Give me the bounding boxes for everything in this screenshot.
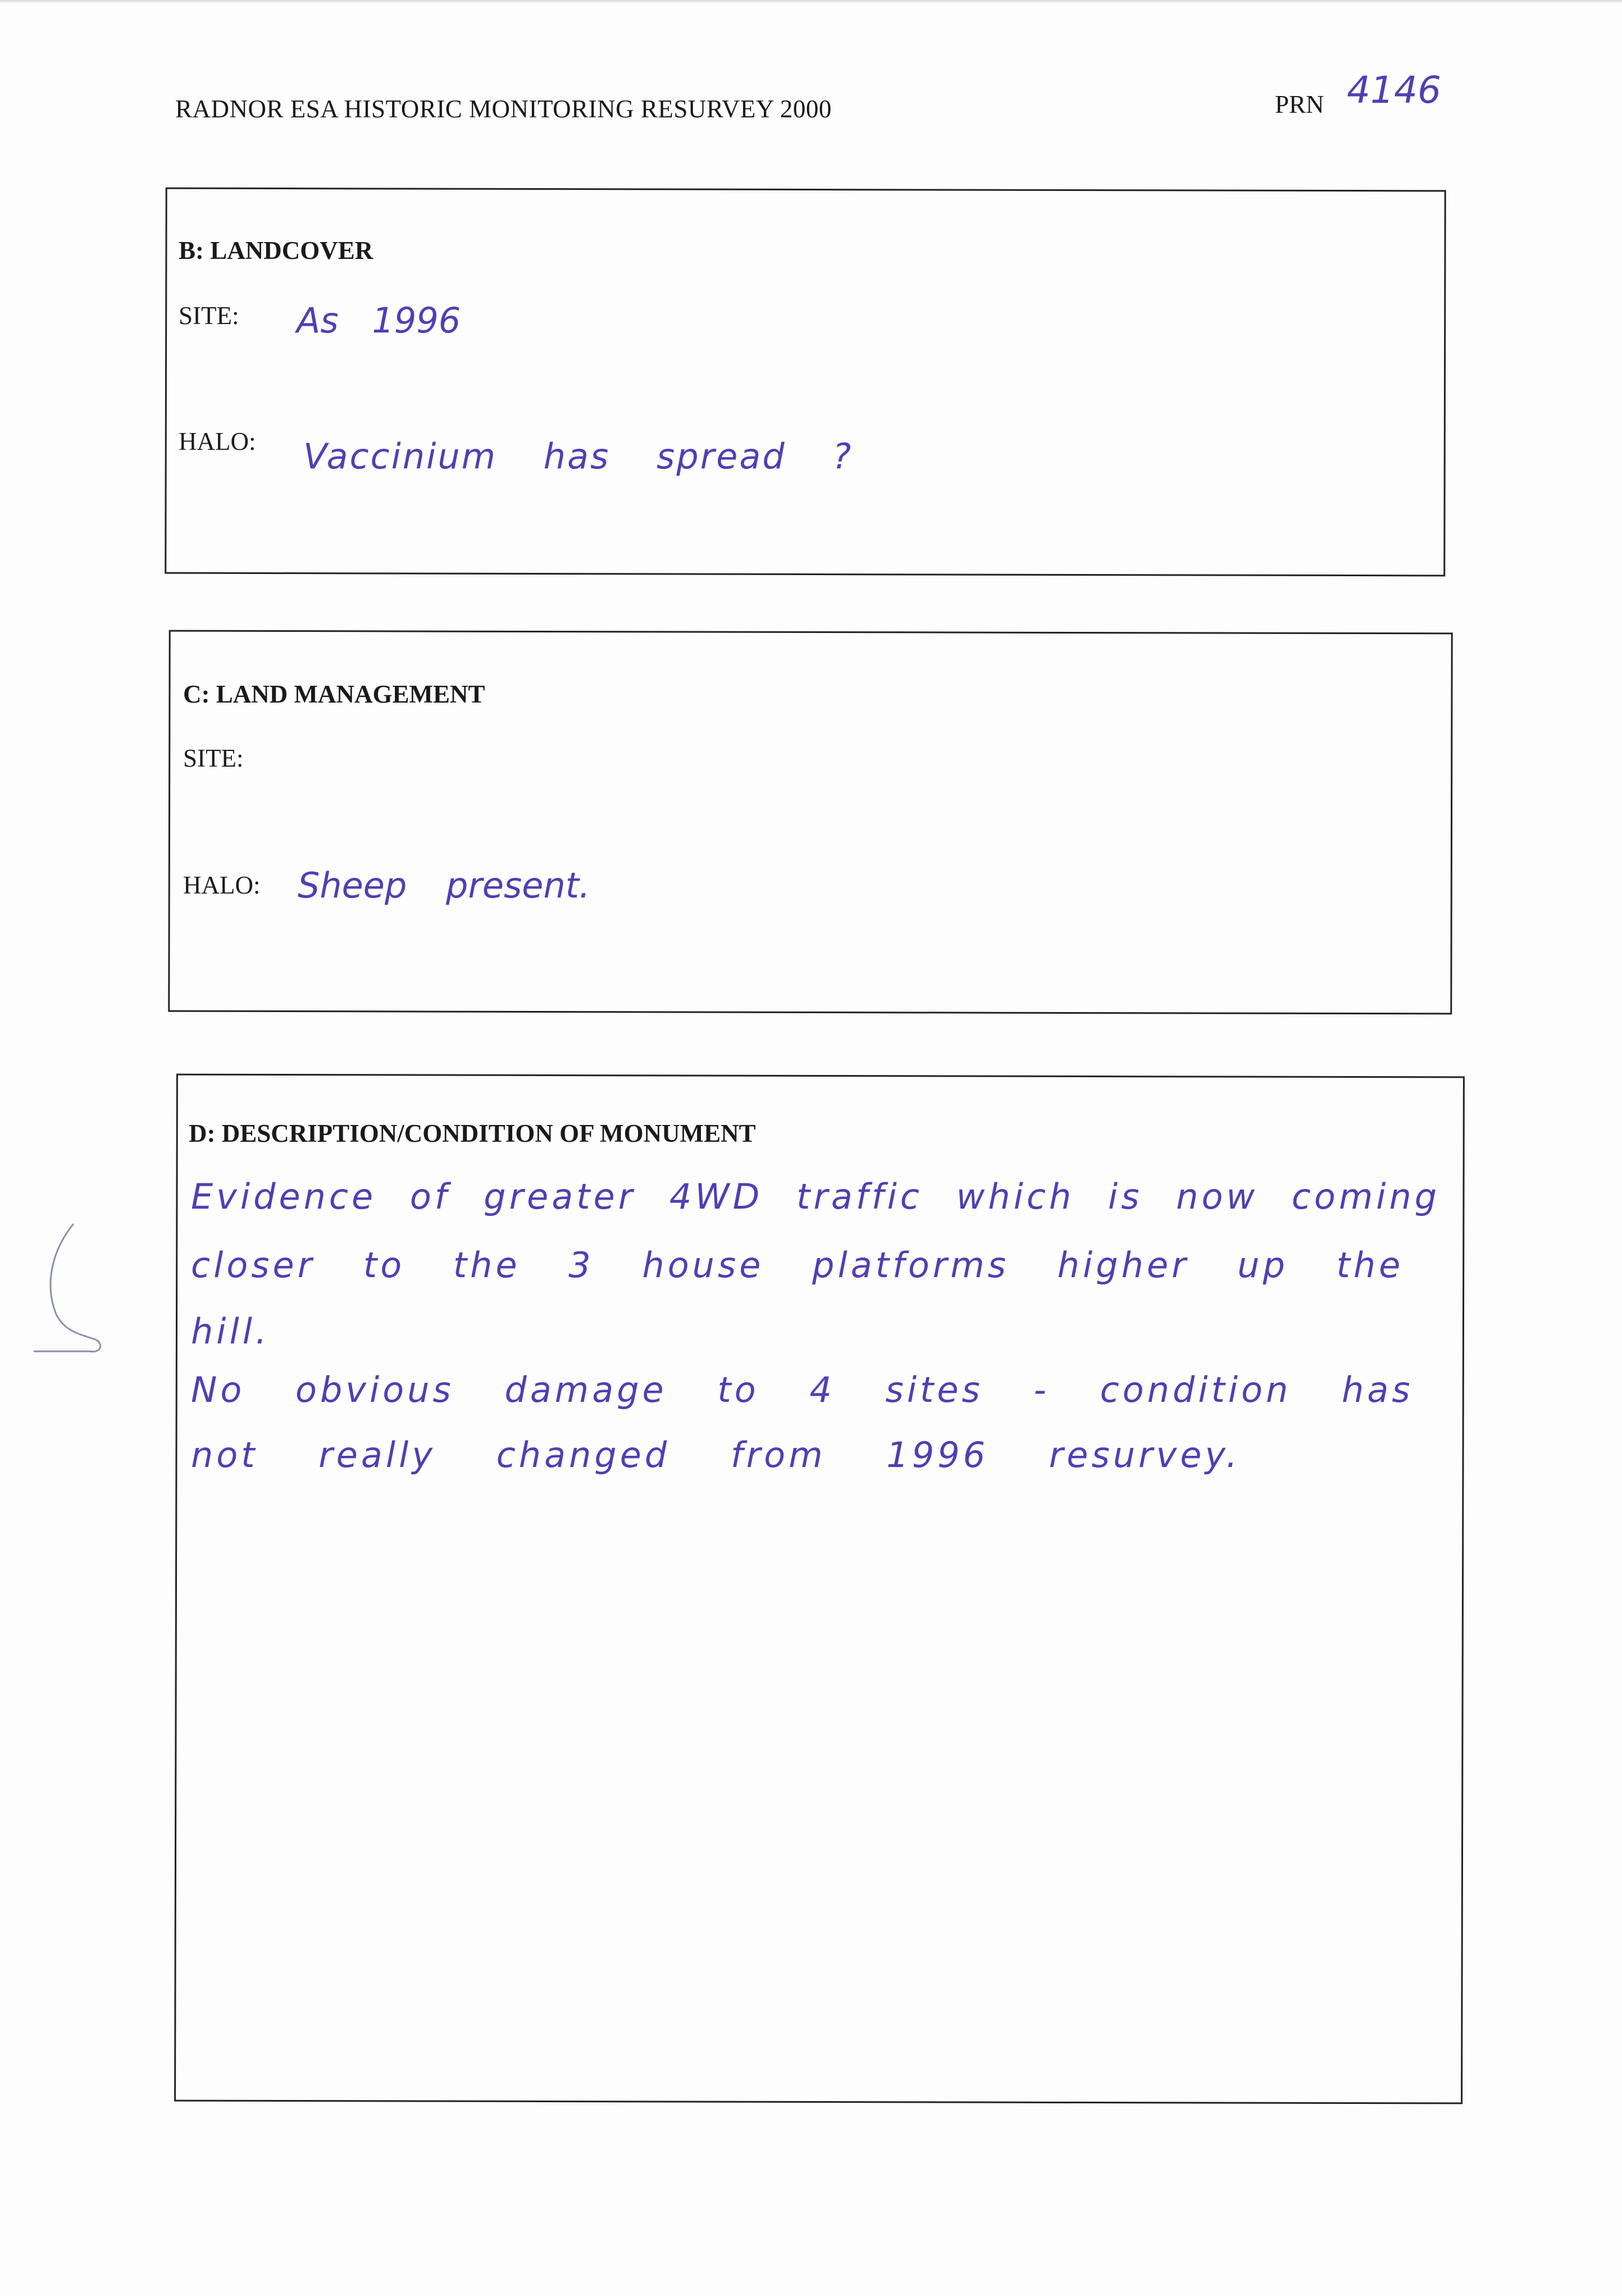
landcover-title: B: LANDCOVER <box>179 236 373 265</box>
prn-label: PRN <box>1275 90 1324 119</box>
land-management-halo-label: HALO: <box>183 871 261 899</box>
land-management-site-label: SITE: <box>183 744 244 772</box>
landcover-halo-label: HALO: <box>179 427 256 455</box>
description-box <box>174 1074 1465 2104</box>
prn-value: 4146 <box>1347 69 1441 112</box>
description-title: D: DESCRIPTION/CONDITION OF MONUMENT <box>189 1119 756 1147</box>
land-management-title: C: LAND MANAGEMENT <box>183 680 485 708</box>
scan-edge <box>0 0 1622 3</box>
description-line: No obvious damage to 4 sites - condition has <box>191 1369 1414 1410</box>
page-title: RADNOR ESA HISTORIC MONITORING RESURVEY 2000 <box>175 95 832 123</box>
landcover-halo-value: Vaccinium has spread ? <box>303 436 853 477</box>
description-line: not really changed from 1996 resurvey. <box>191 1434 1241 1475</box>
margin-pencil-mark <box>34 1219 112 1365</box>
description-line: Evidence of greater 4WD traffic which is now coming <box>191 1176 1441 1217</box>
landcover-site-label: SITE: <box>179 302 239 330</box>
description-line: closer to the 3 house platforms higher up the <box>191 1245 1404 1286</box>
land-management-halo-value: Sheep present. <box>298 865 590 906</box>
landcover-site-value: As 1996 <box>297 300 461 341</box>
description-line: hill. <box>191 1311 270 1352</box>
